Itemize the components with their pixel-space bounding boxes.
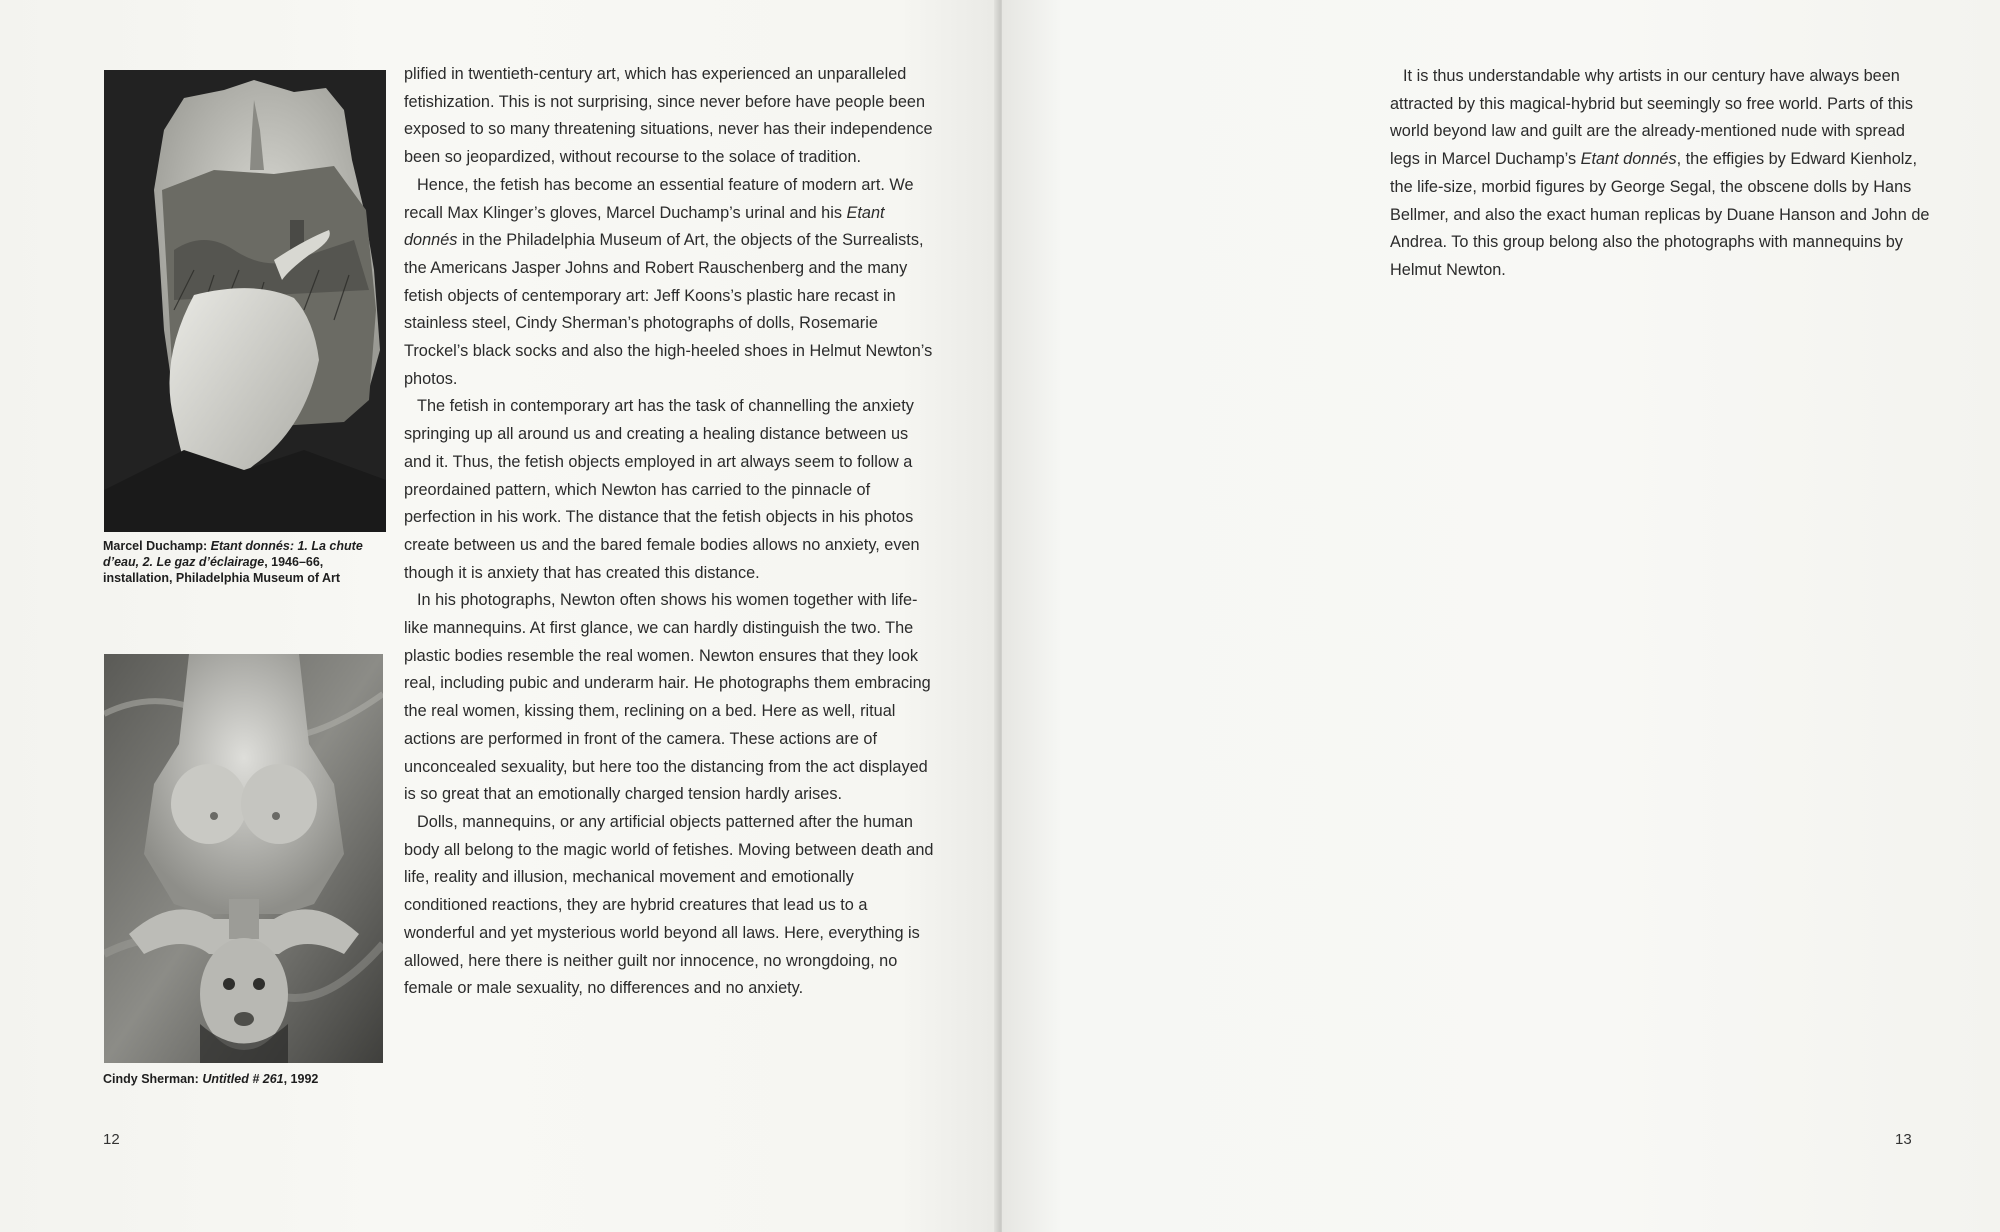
left-paragraph-3 bbox=[404, 393, 936, 587]
right-page bbox=[1002, 0, 2000, 1232]
page-number-left: 12 bbox=[103, 1131, 120, 1148]
left-paragraph-4-text: In his photographs, Newton often shows his women together with life-like mannequins. At first glance, we can hardly distinguish the two. The plastic bodies resemble the real women. Newton ensures that they look real, including pubic and underarm hair. He photographs them embracing the real women, kissing them, reclining on a bed. Here as well, ritual actions are performed in front of the camera. These actions are of unconcealed sexuality, but here too the distancing from the act displayed is so great that an emotionally charged tension hardly arises. bbox=[404, 591, 931, 804]
left-paragraph-1 bbox=[404, 61, 936, 172]
left-body-text bbox=[404, 61, 936, 1003]
left-paragraph-3-text: The fetish in contemporary art has the task of channelling the anxiety springing up all around us and creating a healing distance between us and it. Thus, the fetish objects employed in art always seem to follow a preordained pattern, which Newton has carried to the pinnacle of perfection in his work. The distance that the fetish objects in his photos create between us and the bared female bodies allows no anxiety, even though it is anxiety that has created this distance. bbox=[404, 397, 920, 582]
duchamp-caption-artist: Marcel Duchamp: bbox=[103, 539, 211, 553]
right-paragraph-1-text-a: It is thus understandable why artists in our century have always been attracted by this magical-hybrid but seemingly so free world. Parts of this world beyond law and guilt are the already-mentioned nude with spread legs in Marcel Duchamp’s bbox=[1390, 67, 1914, 169]
sherman-caption-rest: , 1992 bbox=[283, 1072, 319, 1086]
right-paragraph-1-text-b: , the effigies by Edward Kienholz, the life-size, morbid figures by George Segal, the obscene dolls by Hans Bellmer, and also the exact human replicas by Duane Hanson and John de Andrea. To this group belong also the photographs with mannequins by Helmut Newton. bbox=[1390, 150, 1930, 279]
left-paragraph-5 bbox=[404, 809, 936, 1003]
duchamp-caption bbox=[103, 538, 383, 586]
left-paragraph-1-text: plified in twentieth-century art, which has experienced an unparalleled fetishization. This is not surprising, since never before have people been exposed to so many threatening situations, never has their independence been so jeopardized, without recourse to the solace of tradition. bbox=[404, 65, 933, 167]
sherman-caption bbox=[103, 1071, 383, 1087]
left-paragraph-4 bbox=[404, 587, 936, 809]
duchamp-caption-rest: , 1946–66, installation, Philadelphia Museum of Art bbox=[103, 555, 341, 585]
left-paragraph-2-title: Etant donnés bbox=[404, 203, 885, 250]
page-number-right: 13 bbox=[1895, 1131, 1912, 1148]
duchamp-photo bbox=[104, 70, 386, 532]
sherman-caption-title: Untitled # 261 bbox=[202, 1072, 284, 1086]
left-paragraph-2 bbox=[404, 172, 936, 394]
left-paragraph-2-text-b: in the Philadelphia Museum of Art, the objects of the Surrealists, the Americans Jasper Johns and Robert Rauschenberg and the many fetish objects of centemporary art: Jeff Koons’s plastic hare recast in stainless steel, Cindy Sherman’s photographs of dolls, Rosemarie Trockel’s black socks and also the high-heeled shoes in Helmut Newton’s photos. bbox=[404, 231, 933, 388]
left-paragraph-2-text-a: Hence, the fetish has become an essential feature of modern art. We recall Max Klinger’s gloves, Marcel Duchamp’s urinal and his bbox=[404, 175, 914, 222]
right-paragraph-1-title: Etant donnés bbox=[1580, 150, 1677, 169]
sherman-caption-artist: Cindy Sherman: bbox=[103, 1072, 203, 1086]
duchamp-caption-title: Etant donnés: 1. La chute d’eau, 2. Le gaz d’éclairage bbox=[103, 539, 363, 569]
right-paragraph-1 bbox=[1390, 63, 1930, 285]
sherman-photo bbox=[104, 654, 383, 1063]
right-body-text bbox=[1390, 63, 1930, 285]
left-paragraph-5-text: Dolls, mannequins, or any artificial objects patterned after the human body all belong to the magic world of fetishes. Moving between death and life, reality and illusion, mechanical movement and emotionally conditioned reactions, they are hybrid creatures that lead us to a wonderful and yet mysterious world beyond all laws. Here, everything is allowed, here there is neither guilt nor innocence, no wrongdoing, no female or male sexuality, no differences and no anxiety. bbox=[404, 812, 934, 998]
